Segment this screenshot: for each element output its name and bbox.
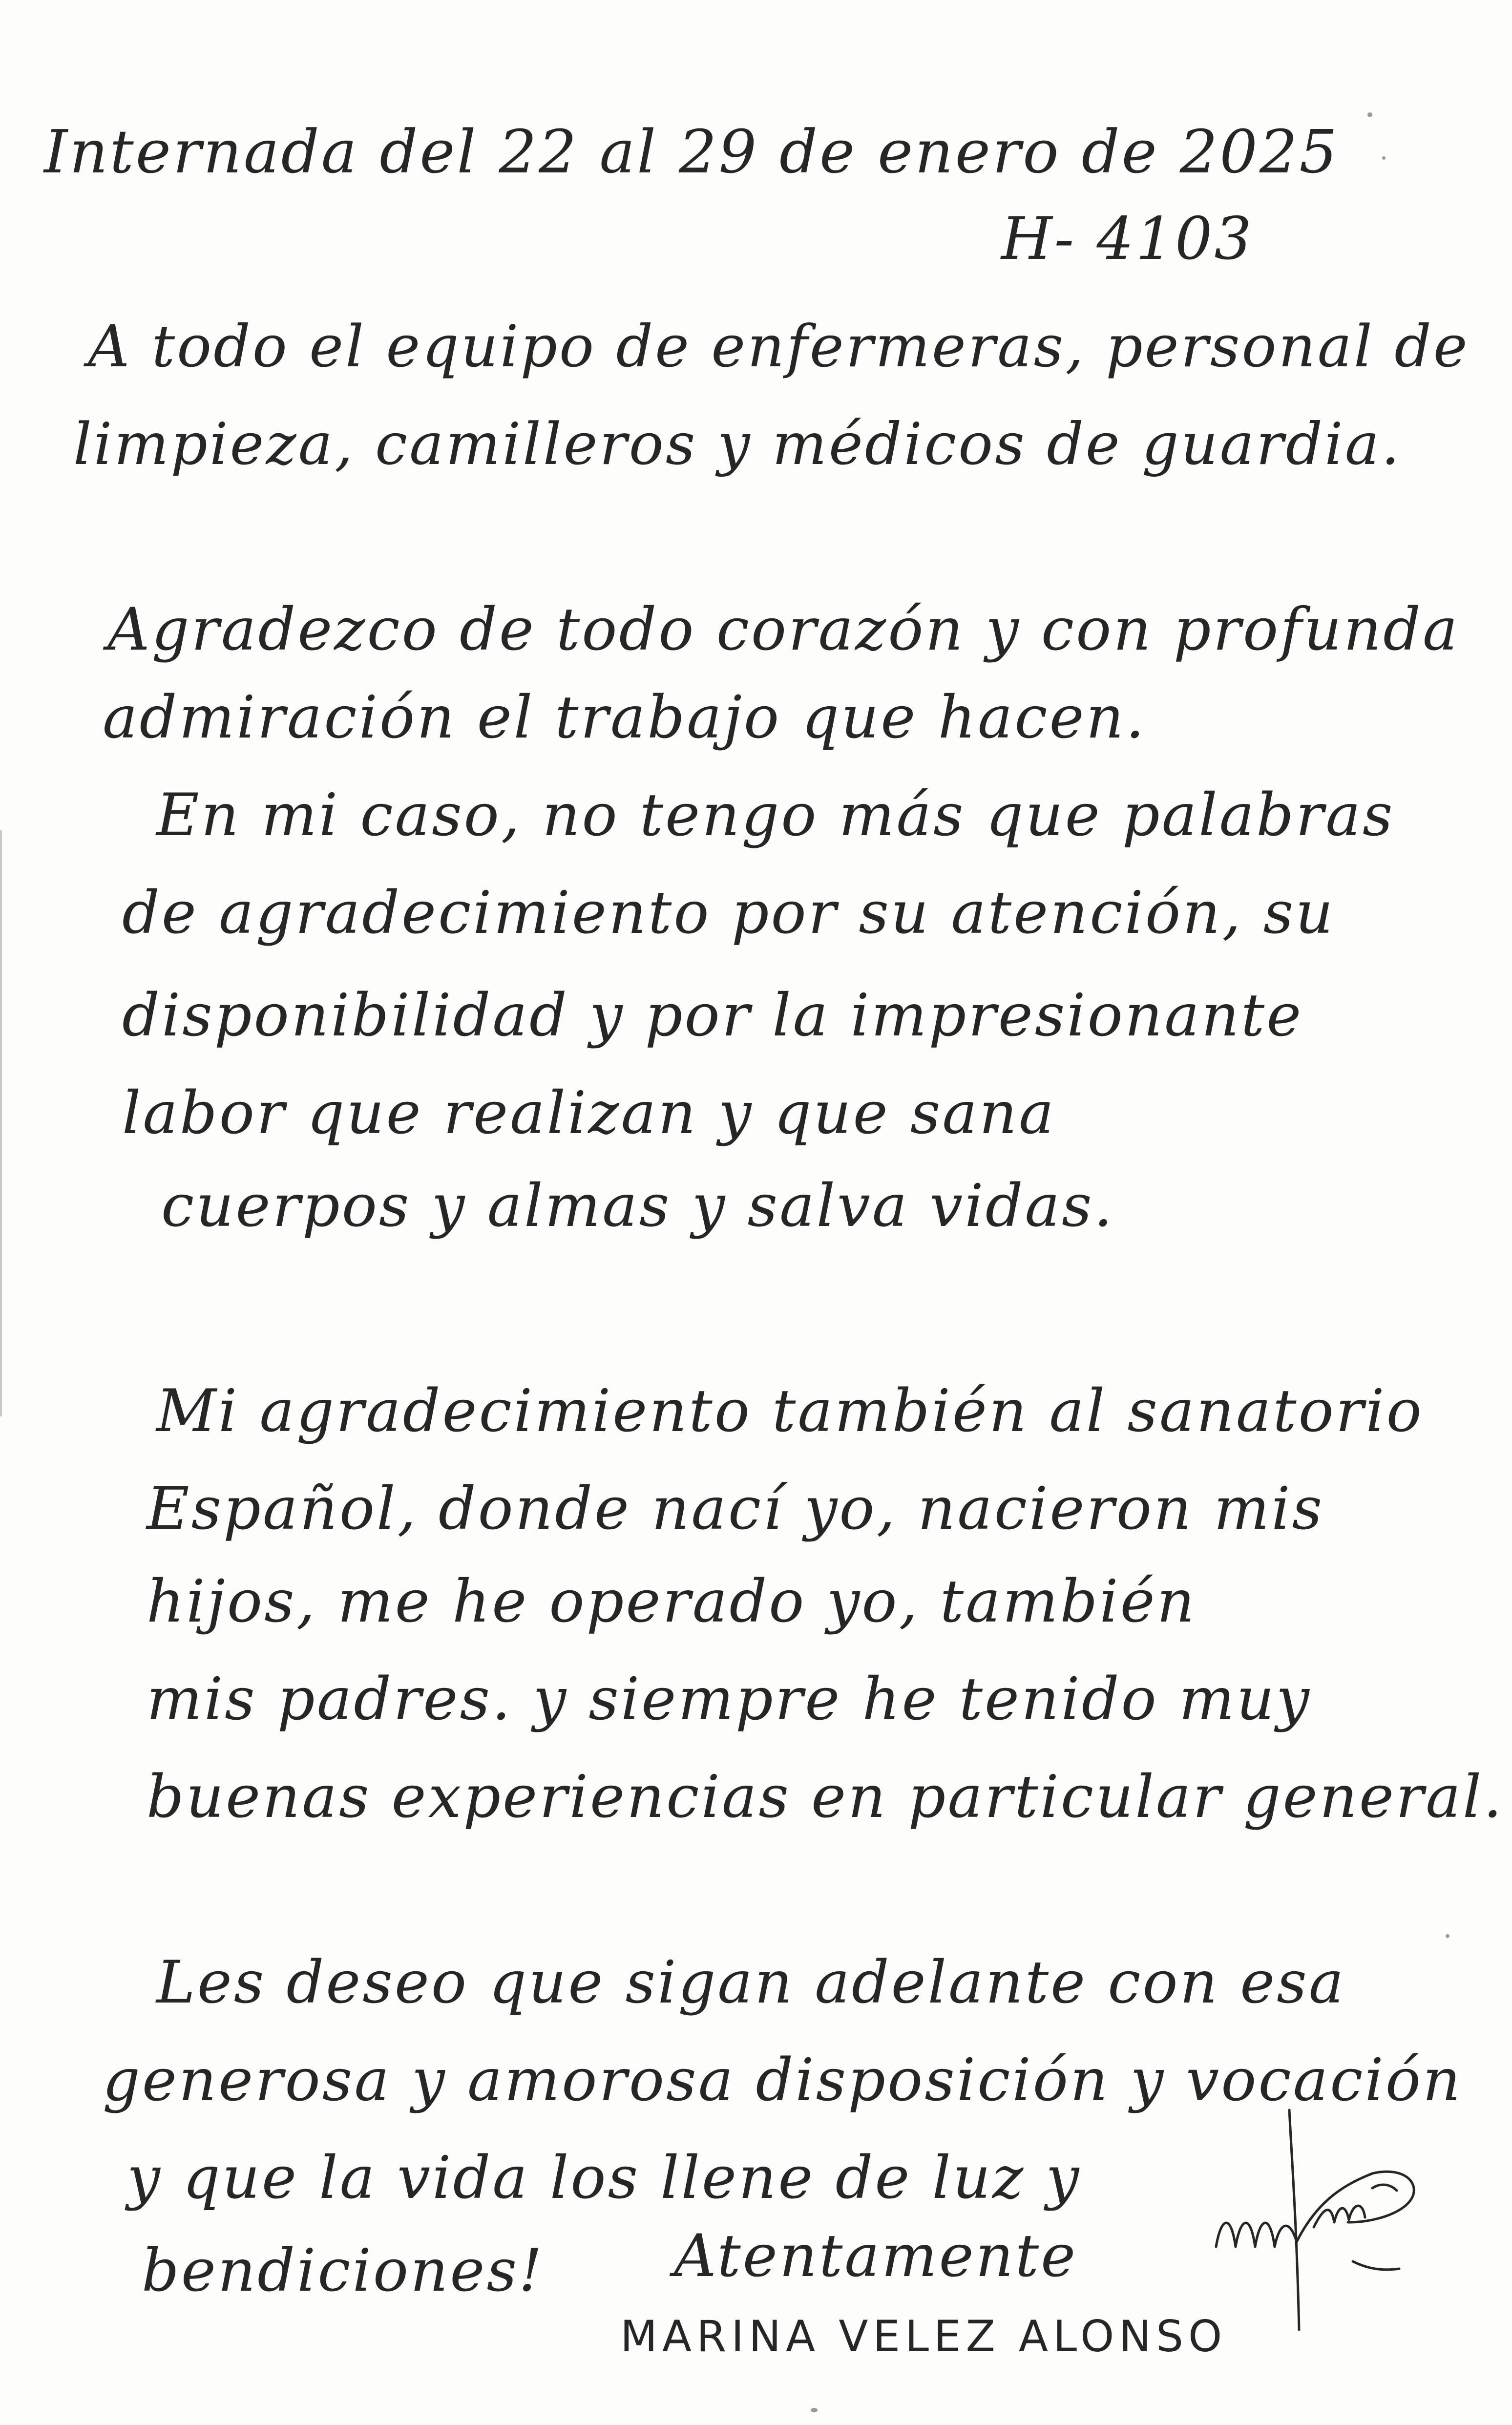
paragraph-2-line-3: hijos, me he operado yo, también xyxy=(147,1568,1197,1636)
salutation-line-2: limpieza, camilleros y médicos de guardia. xyxy=(73,410,1402,478)
printed-name: MARINA VELEZ ALONSO xyxy=(620,2311,1227,2362)
paragraph-3-line-4: bendiciones! xyxy=(142,2237,545,2305)
header-date-line: Internada del 22 al 29 de enero de 2025 xyxy=(44,117,1340,187)
paragraph-2-line-1: Mi agradecimiento también al sanatorio xyxy=(156,1377,1424,1445)
salutation-line-1: A todo el equipo de enfermeras, personal de xyxy=(88,313,1470,380)
paragraph-1-line-2: admiración el trabajo que hacen. xyxy=(103,684,1147,752)
closing-word: Atentamente xyxy=(674,2222,1078,2290)
paragraph-2-line-4: mis padres. y siempre he tenido muy xyxy=(147,1666,1311,1733)
paragraph-1-line-5: disponibilidad y por la impresionante xyxy=(122,982,1303,1050)
scan-edge-shadow xyxy=(0,830,2,1416)
paragraph-3-line-3: y que la vida los llene de luz y xyxy=(127,2144,1081,2212)
paragraph-3-line-1: Les deseo que sigan adelante con esa xyxy=(156,1949,1346,2017)
paragraph-2-line-2: Español, donde nací yo, nacieron mis xyxy=(147,1475,1324,1543)
paragraph-3-line-2: generosa y amorosa disposición y vocación xyxy=(103,2046,1463,2114)
signature xyxy=(1206,2100,1431,2335)
paragraph-1-line-3: En mi caso, no tengo más que palabras xyxy=(156,781,1395,849)
paragraph-1-line-7: cuerpos y almas y salva vidas. xyxy=(161,1172,1114,1240)
paragraph-1-line-4: de agradecimiento por su atención, su xyxy=(122,879,1335,947)
room-number: H- 4103 xyxy=(1001,205,1254,273)
paragraph-2-line-5: buenas experiencias en particular general. xyxy=(147,1763,1504,1831)
paragraph-1-line-6: labor que realizan y que sana xyxy=(122,1079,1056,1147)
paragraph-1-line-1: Agradezco de todo corazón y con profunda xyxy=(107,596,1460,664)
